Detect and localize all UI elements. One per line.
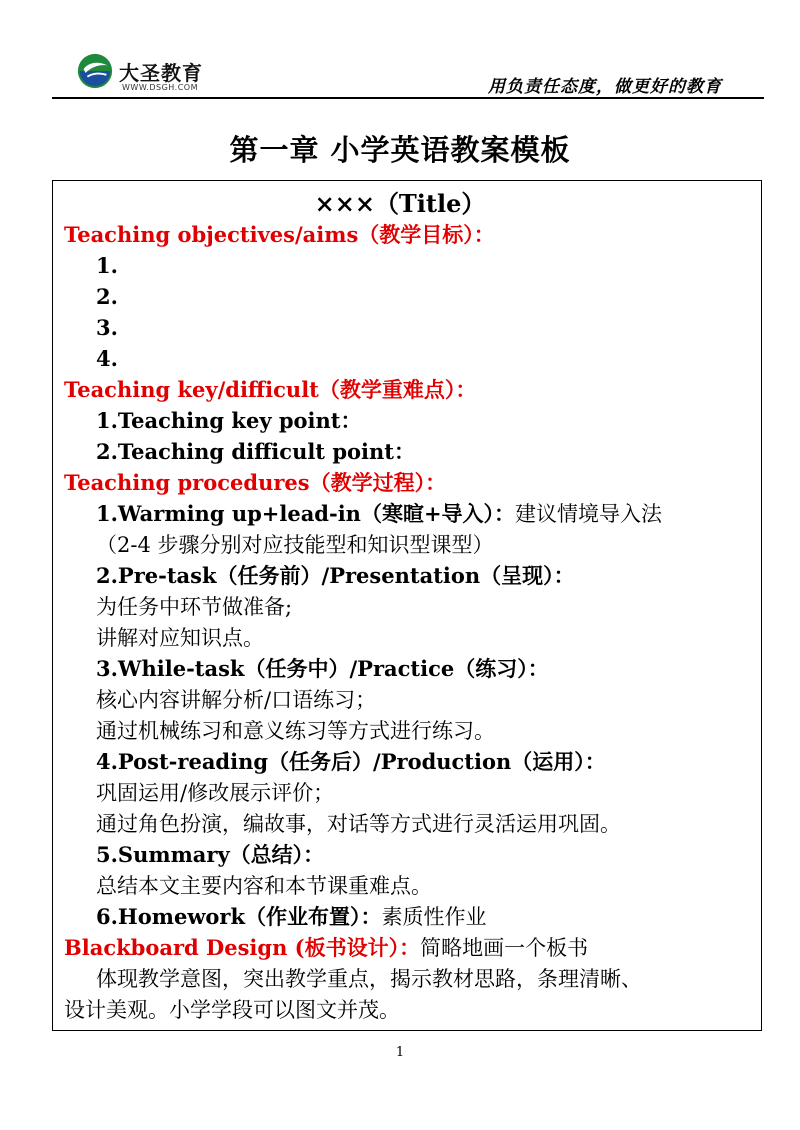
- post-reading-label: 4.Post-reading（任务后）/Production（运用）：: [96, 749, 606, 774]
- summary-label: 5.Summary（总结）：: [96, 842, 325, 867]
- while-task-line: 核心内容讲解分析/口语练习；: [96, 688, 377, 712]
- blackboard-line: 设计美观。小学学段可以图文并茂。: [64, 998, 400, 1022]
- homework-note: 素质性作业: [381, 905, 487, 929]
- blackboard-design: [64, 934, 588, 962]
- pre-task-line: 讲解对应知识点。: [96, 626, 264, 650]
- logo-name: 大圣教育: [119, 61, 203, 85]
- blackboard-note: 简略地画一个板书: [420, 936, 589, 960]
- page-title: 第一章 小学英语教案模板: [229, 133, 571, 167]
- logo-url: WWW.DSGH.COM: [122, 83, 198, 92]
- homework-label: 6.Homework（作业布置）：: [96, 904, 382, 929]
- procedures-heading: Teaching procedures（教学过程）：: [64, 470, 447, 495]
- blackboard-heading: Blackboard Design (板书设计）：: [64, 935, 421, 960]
- post-reading-line: 巩固运用/修改展示评价；: [96, 781, 335, 805]
- lesson-title: ×××（Title）: [314, 189, 486, 218]
- blackboard-line: 体现教学意图，突出教学重点，揭示教材思路，条理清晰、: [96, 967, 642, 991]
- summary-line: 总结本文主要内容和本节课重难点。: [96, 874, 432, 898]
- pre-task-label: 2.Pre-task（任务前）/Presentation（呈现）：: [96, 563, 575, 588]
- objective-item: 2.: [96, 284, 118, 309]
- header-divider: [52, 97, 764, 99]
- objective-item: 3.: [96, 315, 118, 340]
- pre-task-line: 为任务中环节做准备;: [96, 595, 293, 619]
- warming-up-subnote: （2-4 步骤分别对应技能型和知识型课型）: [96, 533, 494, 557]
- while-task-label: 3.While-task（任务中）/Practice（练习）：: [96, 656, 549, 681]
- key-difficult-heading: Teaching key/difficult（教学重难点）：: [64, 377, 477, 402]
- page-header: [52, 46, 762, 100]
- objective-item: 4.: [96, 346, 118, 371]
- key-point-label: 1.Teaching key point：: [96, 408, 362, 433]
- objectives-heading: Teaching objectives/aims（教学目标）：: [64, 222, 495, 247]
- logo: [76, 50, 216, 94]
- difficult-point-label: 2.Teaching difficult point：: [96, 439, 415, 464]
- while-task-line: 通过机械练习和意义练习等方式进行练习。: [96, 719, 495, 743]
- objective-item: 1.: [96, 253, 118, 278]
- page-number: 1: [395, 1045, 405, 1060]
- warming-up-label: 1.Warming up+lead-in（寒暄+导入）：: [96, 501, 516, 526]
- header-slogan: 用负责任态度，做更好的教育: [488, 77, 722, 97]
- homework-step: [96, 903, 487, 931]
- warming-up-step: [96, 500, 662, 528]
- warming-up-note: 建议情境导入法: [515, 502, 663, 526]
- post-reading-line: 通过角色扮演，编故事，对话等方式进行灵活运用巩固。: [96, 812, 621, 836]
- logo-emblem-icon: [76, 52, 114, 90]
